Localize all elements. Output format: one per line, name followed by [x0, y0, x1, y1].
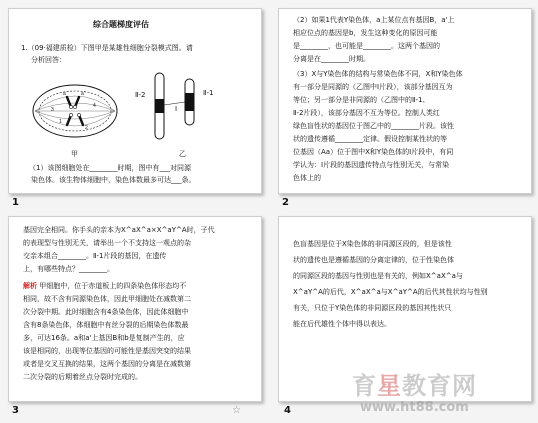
text-line: 是________，也可能是________。这两个基因的 [293, 42, 440, 50]
slide-thumbnail-2[interactable] [278, 8, 532, 194]
svg-text:a: a [63, 91, 66, 97]
text-line: （2）如果1代表Y染色体，a上某位点有基因B，a'上 [293, 16, 455, 24]
text-line: 上，有哪些特点？________。 [23, 265, 114, 273]
slide-title: 综合题梯度评估 [93, 20, 149, 29]
svg-text:a': a' [81, 91, 85, 97]
slide-thumbnail-3[interactable] [8, 216, 262, 402]
svg-text:3: 3 [51, 107, 54, 113]
star-icon: ☆ [232, 405, 241, 416]
text-line: 状的遗传遵循________定律。假设控制某性状的等 [293, 135, 447, 143]
text-line: 能在后代雄性个体中得以表达。 [293, 320, 391, 328]
analysis-label: 解析 [23, 282, 37, 290]
slide-number: 1 [12, 197, 19, 208]
text-line: 位基因（Aa）位于图中X和Y染色体的Ⅰ片段中，有同 [293, 148, 454, 156]
text-line: 绿色盲性状的基因位于图乙中的________片段。该性 [293, 122, 454, 130]
text-line: 有一部分是同源的（乙图中Ⅰ片段），该部分基因互为 [293, 83, 453, 91]
analysis-line: 解析 甲细胞中，位于赤道板上的四条染色体形态均不 [23, 282, 187, 290]
text-line: 的表现型与性别无关，请举出一个不支持这一观点的杂 [23, 239, 191, 247]
svg-text:4: 4 [93, 103, 96, 109]
question-line: 分析回答： [31, 56, 66, 64]
slide-number: 4 [284, 405, 291, 416]
text-line: 色盲基因是位于X染色体的非同源区段的，但是该性 [293, 240, 452, 248]
text-line: 学认为：Ⅰ片段的基因遗传特点与性别无关，与常染 [293, 161, 450, 169]
cell-division-diagram [27, 77, 123, 145]
answer-line: （1）该图细胞处在________时期，图中有___对同源 [29, 164, 191, 172]
text-line: Ⅱ-2片段），该部分基因不互为等位。控制人类红 [293, 109, 440, 117]
text-line: 的同源区段的基因与性别也是有关的，例如X^aX^a与 [293, 272, 463, 280]
svg-text:1: 1 [59, 119, 62, 125]
analysis-line: 相同，故不含有同源染色体，因此甲细胞处在减数第二 [23, 295, 191, 303]
watermark-url: www.ht88.com [360, 400, 469, 415]
text-line: 状的遗传也是遵循基因的分离定律的，位于性染色体 [293, 256, 454, 264]
analysis-line: 多，可达16条。a和a'上基因B和b是复制产生的，应 [23, 334, 185, 342]
figure-label-yi: 乙 [179, 150, 186, 158]
analysis-line: 或者是交叉互换的结果，这两个基因的分离是在减数第 [23, 360, 191, 368]
segment-label-i: Ⅰ [175, 105, 178, 113]
text-line: 有关，只位于Y染色体的非同源区段的基因其性状只 [293, 304, 452, 312]
slide-number: 3 [12, 405, 19, 416]
text-line: 相应位点的基因是b，发生这种变化的原因可能 [293, 29, 438, 37]
text-line: 色体上的 [293, 174, 321, 182]
text-line: 交亲本组合________。Ⅱ-1片段的基因，在遗传 [23, 252, 167, 260]
text-line: 分离是在________时期。 [293, 55, 370, 63]
text-line: 基因完全相同。你手头的亲本为X^aX^a×X^aY^A时，子代 [23, 226, 215, 234]
slide-number: 2 [282, 197, 289, 208]
text-line: （3）X与Y染色体的结构与常染色体不同，X和Y染色体 [293, 70, 463, 78]
analysis-line: 含有8条染色体，体细胞中有丝分裂的后期染色体数最 [23, 321, 189, 329]
text-line: X^aY^A的后代，X^aX^a与X^aY^A的后代其性状均与性别 [293, 288, 488, 296]
text-line: 等位；另一部分是非同源的（乙图中的Ⅱ-1、 [293, 96, 430, 104]
slide-thumbnail-1[interactable] [8, 8, 262, 194]
watermark-logo: 育星教育网 [352, 371, 477, 400]
question-line: 1.（09·福建质检）下图甲是某雄性细胞分裂模式图。请 [21, 44, 193, 52]
svg-text:2: 2 [85, 125, 88, 131]
figure-label-jia: 甲 [71, 150, 78, 158]
analysis-line: 该是相同的，出现等位基因的可能性是基因突变的结果 [23, 347, 191, 355]
analysis-line: 二次分裂的后期着丝点分裂时完成的。 [23, 373, 142, 381]
analysis-line: 次分裂中期。此时细胞含有4条染色体，因此体细胞中 [23, 308, 189, 316]
segment-label-ii2: Ⅱ-2 [135, 91, 146, 99]
answer-line: 染色体。该生物体细胞中，染色体数最多可达___条。 [31, 176, 196, 184]
segment-label-ii1: Ⅱ-1 [203, 89, 214, 97]
